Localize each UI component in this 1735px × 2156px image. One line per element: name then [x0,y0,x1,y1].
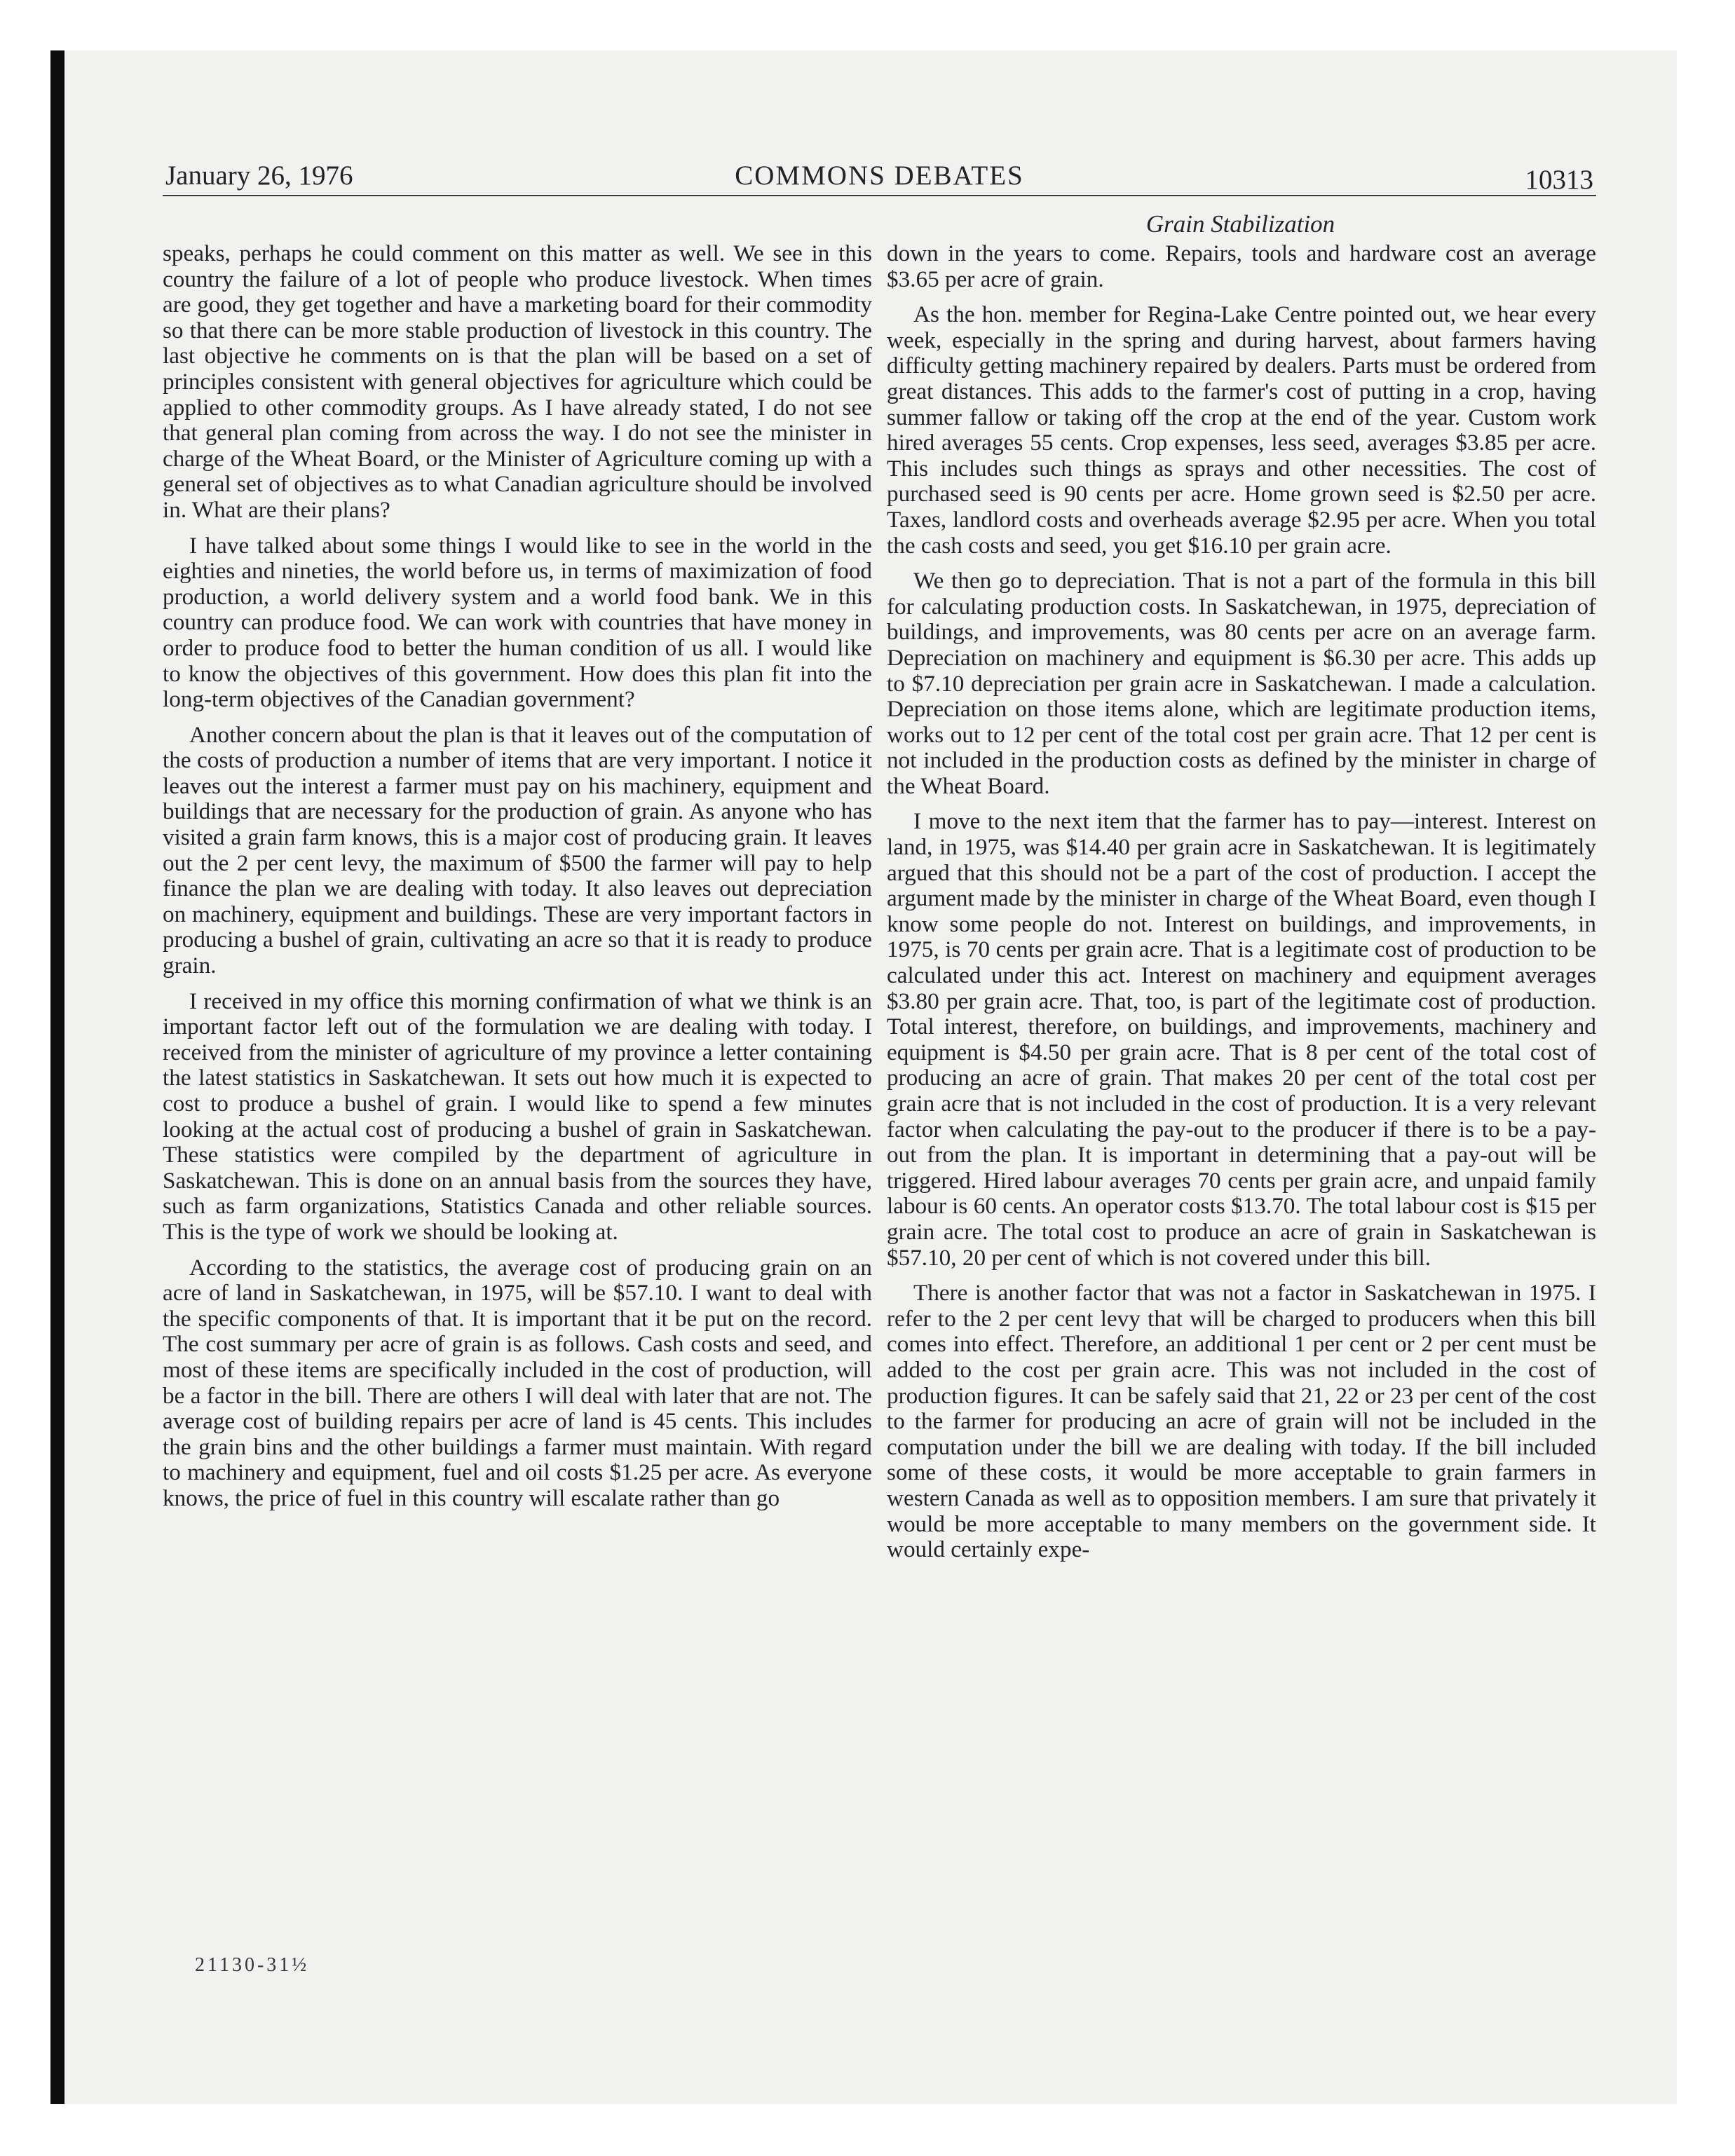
paragraph: speaks, perhaps he could comment on this matter as well. We see in this country the failure of a lot of people who produce livestock. When times are good, they get together and have a marketing board for their commodity so that there can be more stable production of livestock in this country. The last objective he comments on is that the plan will be based on a set of principles consistent with general objectives for agriculture which could be applied to other commodity groups. As I have already stated, I do not see that general plan coming from across the way. I do not see the minister in charge of the Wheat Board, or the Minister of Agriculture coming up with a general set of objectives as to what Canadian agriculture should be involved in. What are their plans? [163,240,872,523]
header-publication: COMMONS DEBATES [735,161,1024,191]
paragraph: We then go to depreciation. That is not a part of the formula in this bill for calculating production costs. In Saskatchewan, in 1975, depreciation of buildings, and improvements, was 80 cents per acre on an average farm. Depreciation on machinery and equipment is $6.30 per acre. This adds up to $7.10 depreciation per grain acre in Saskatchewan. I made a calculation. Depreciation on those items alone, which are legitimate production items, works out to 12 per cent of the total cost per grain acre. That 12 per cent is not included in the production costs as defined by the minister in charge of the Wheat Board. [887,568,1596,799]
paragraph: There is another factor that was not a factor in Saskatchewan in 1975. I refer to the 2 per cent levy that will be charged to producers when this bill comes into effect. Therefore, an additional 1 per cent or 2 per cent must be added to the cost per grain acre. This was not included in the cost of production figures. It can be safely said that 21, 22 or 23 per cent of the cost to the farmer for producing an acre of grain will not be included in the computation under the bill we are dealing with today. If the bill included some of these costs, it would be more acceptable to grain farmers in western Canada as well as to opposition members. I am sure that privately it would be more acceptable to many members on the government side. It would certainly expe- [887,1280,1596,1563]
paragraph: As the hon. member for Regina-Lake Centre pointed out, we hear every week, especially in the spring and during harvest, about farmers having difficulty getting machinery repaired by dealers. Parts must be ordered from great distances. This adds to the farmer's cost of putting in a crop, having summer fallow or taking off the crop at the end of the year. Custom work hired averages 55 cents. Crop expenses, less seed, averages $3.85 per acre. This includes such things as sprays and other necessities. The cost of purchased seed is 90 cents per acre. Home grown seed is $2.50 per acre. Taxes, landlord costs and overheads average $2.95 per acre. When you total the cash costs and seed, you get $16.10 per grain acre. [887,301,1596,559]
right-column [887,241,1596,1573]
paragraph: I have talked about some things I would like to see in the world in the eighties and nineties, the world before us, in terms of maximization of food production, a world delivery system and a world food bank. We in this country can produce food. We can work with countries that have money in order to produce food to better the human condition of us all. I would like to know the objectives of this government. How does this plan fit into the long-term objectives of the Canadian government? [163,532,872,713]
paragraph: According to the statistics, the average cost of producing grain on an acre of land in Saskatchewan, in 1975, will be $57.10. I want to deal with the specific components of that. It is important that it be put on the record. The cost summary per acre of grain is as follows. Cash costs and seed, and most of these items are specifically included in the cost of production, will be a factor in the bill. There are others I will deal with later that are not. The average cost of building repairs per acre of land is 45 cents. This includes the grain bins and the other buildings a farmer must maintain. With regard to machinery and equipment, fuel and oil costs $1.25 per acre. As everyone knows, the price of fuel in this country will escalate rather than go [163,1254,872,1511]
header-date: January 26, 1976 [165,161,353,191]
page-header [163,154,1596,196]
header-page-number: 10313 [1525,165,1593,195]
paragraph: I received in my office this morning confirmation of what we think is an important factor left out of the formulation we are dealing with today. I received from the minister of agriculture of my province a letter containing the latest statistics in Saskatchewan. It sets out how much it is expected to cost to produce a bushel of grain. I would like to spend a few minutes looking at the actual cost of producing a bushel of grain in Saskatchewan. These statistics were compiled by the department of agriculture in Saskatchewan. This is done on an annual basis from the sources they have, such as farm organizations, Statistics Canada and other reliable sources. This is the type of work we should be looking at. [163,988,872,1245]
paragraph: I move to the next item that the farmer has to pay—interest. Interest on land, in 1975, was $14.40 per grain acre in Saskatchewan. It is legitimately argued that this should not be a part of the cost of production. I accept the argument made by the minister in charge of the Wheat Board, even though I know some people do not. Interest on buildings, and improvements, in 1975, is 70 cents per grain acre. That is a legitimate cost of production to be calculated under this act. Interest on machinery and equipment averages $3.80 per grain acre. That, too, is part of the legitimate cost of production. Total interest, therefore, on buildings, and improvements, machinery and equipment is $4.50 per grain acre. That is 8 per cent of the total cost of producing an acre of grain. That makes 20 per cent of the total cost per grain acre that is not included in the cost of production. It is a very relevant factor when calculating the pay-out to the producer if there is to be a pay-out from the plan. It is important in determining that a pay-out will be triggered. Hired labour averages 70 cents per grain acre, and unpaid family labour is 60 cents. An operator costs $13.70. The total labour cost is $15 per grain acre. The total cost to produce an acre of grain in Saskatchewan is $57.10, 20 per cent of which is not covered under this bill. [887,808,1596,1271]
paragraph: down in the years to come. Repairs, tools and hardware cost an average $3.65 per acre of grain. [887,240,1596,292]
footer-code: 21130-31½ [195,1954,310,1976]
scan-edge [50,50,64,2104]
paragraph: Another concern about the plan is that it leaves out of the computation of the costs of production a number of items that are very important. I notice it leaves out the interest a farmer must pay on his machinery, equipment and buildings that are necessary for the production of grain. As anyone who has visited a grain farm knows, this is a major cost of producing grain. It leaves out the 2 per cent levy, the maximum of $500 the farmer will pay to help finance the plan we are dealing with today. It also leaves out depreciation on machinery, equipment and buildings. These are very important factors in producing a bushel of grain, cultivating an acre so that it is ready to produce grain. [163,721,872,979]
section-title: Grain Stabilization [1145,210,1335,238]
left-column [163,241,872,1522]
